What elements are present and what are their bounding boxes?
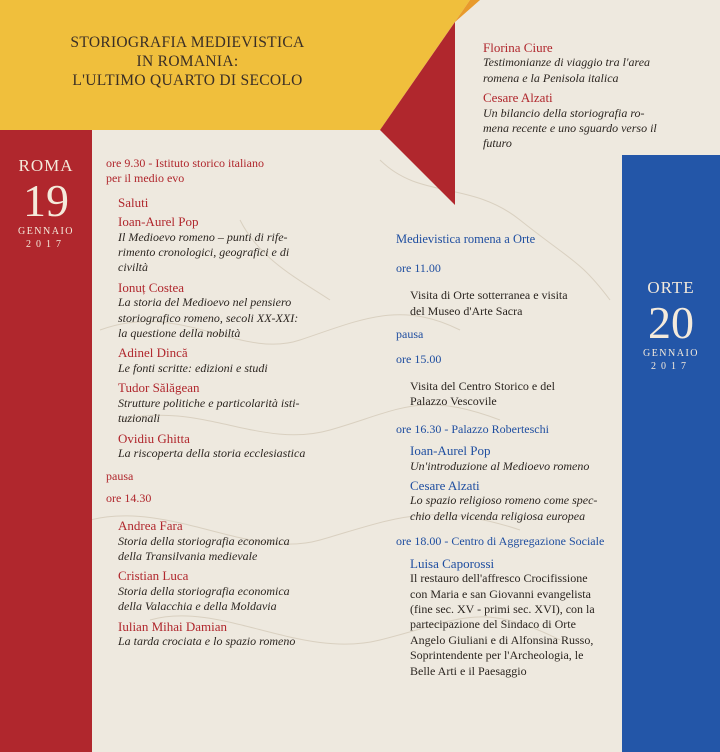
final-text-line: con Maria e san Giovanni evangelista: [410, 586, 591, 601]
day2-section-title: Medievistica romena a Orte: [396, 232, 536, 246]
day1-year: 2017: [26, 239, 66, 250]
time-1630: ore 16.30 - Palazzo Roberteschi: [396, 421, 549, 436]
talk-title: Storia della storiografia economica: [118, 533, 290, 548]
day2-date: [622, 278, 720, 372]
speaker-name: Adinel Dincă: [118, 345, 188, 361]
visit-line: Visita di Orte sotterranea e visita: [410, 288, 568, 303]
talk-title: futuro: [483, 136, 512, 151]
talk-title: Un bilancio della storiografia ro-: [483, 105, 645, 120]
visit-2: [396, 379, 616, 410]
day2-day: 20: [648, 297, 694, 348]
day1-day: 19: [23, 175, 69, 226]
final-text-line: partecipazione del Sindaco di Orte: [410, 617, 576, 632]
talk-title: civiltà: [118, 260, 148, 275]
talk-title: la questione della nobiltà: [118, 326, 241, 341]
day1-month: GENNAIO: [17, 226, 75, 237]
time-1800: ore 18.00 - Centro di Aggregazione Sociale: [396, 534, 605, 549]
speaker-name: Cristian Luca: [118, 568, 189, 584]
visit-line: Visita del Centro Storico e del: [410, 379, 555, 394]
talk-title: Storia della storiografia economica: [118, 583, 290, 598]
speaker-name: Ovidiu Ghitta: [118, 430, 190, 446]
day2-program: [396, 261, 616, 679]
day1-date: [0, 156, 92, 250]
talk-title: romena e la Penisola italica: [483, 70, 619, 85]
final-text-line: Soprintendente per l'Archeologia, le: [410, 648, 584, 663]
final-text-line: Il restauro dell'affresco Crocifissione: [410, 571, 588, 586]
talk-title: Lo spazio religioso romeno come spec-: [410, 493, 598, 508]
time-1100: ore 11.00: [396, 261, 441, 275]
talk-title: Strutture politiche e particolarità isti-: [118, 395, 300, 410]
talk-title: La riscoperta della storia ecclesiastica: [118, 445, 306, 460]
day2-color-bar: [622, 155, 720, 752]
talk-title: La storia del Medioevo nel pensiero: [118, 295, 292, 310]
visit-1: [396, 288, 616, 319]
talk-title: Il Medioevo romeno – punti di rife-: [118, 229, 288, 244]
speaker-name: Tudor Sălăgean: [118, 380, 200, 396]
visit-line: Palazzo Vescovile: [410, 394, 497, 409]
day2-month: GENNAIO: [642, 348, 700, 359]
opening-venue: per il medio evo: [106, 171, 185, 186]
talk-title: storiografico romeno, secoli XX-XXI:: [118, 310, 299, 325]
talk-title: chio della vicenda religiosa europea: [410, 508, 586, 523]
speaker-name: Iulian Mihai Damian: [118, 618, 228, 634]
speaker-name: Cesare Alzati: [410, 478, 480, 494]
talk-title: Testimonianze di viaggio tra l'area: [483, 55, 651, 70]
day2-year: 2017: [651, 361, 691, 372]
time-1500: ore 15.00: [396, 351, 442, 366]
speaker-name: Ioan-Aurel Pop: [410, 443, 491, 459]
day2-city: ORTE: [647, 278, 695, 297]
visit-line: del Museo d'Arte Sacra: [410, 303, 523, 318]
top-right-talks: [483, 40, 693, 152]
speaker-name: Ionuț Costea: [118, 279, 185, 295]
day1-program: [106, 156, 336, 649]
final-text-line: (fine sec. XV - primi sec. XVI), con la: [410, 601, 595, 616]
speaker-name: Cesare Alzati: [483, 90, 553, 106]
afternoon-time: ore 14.30: [106, 490, 152, 505]
pausa-label: pausa: [106, 469, 134, 484]
talk-title: della Valacchia e della Moldavia: [118, 599, 277, 614]
pausa-label-day2: pausa: [396, 327, 424, 342]
talk-title: Un'introduzione al Medioevo romeno: [410, 458, 590, 473]
talk-title: La tarda crociata e lo spazio romeno: [118, 633, 296, 648]
speaker-name: Ioan-Aurel Pop: [118, 214, 199, 230]
talk-title: rimento cronologici, geografici e di: [118, 245, 290, 260]
speaker-name: Andrea Fara: [118, 518, 183, 534]
title-line: STORIOGRAFIA MEDIEVISTICA: [70, 34, 305, 51]
talk-title: tuzionali: [118, 411, 161, 426]
speaker-name: Luisa Caporossi: [410, 555, 495, 571]
talk-title: mena recente e uno sguardo verso il: [483, 121, 657, 136]
final-text-line: Belle Arti e il Paesaggio: [410, 663, 527, 678]
title-line: IN ROMANIA:: [136, 53, 239, 70]
day1-city: ROMA: [18, 156, 74, 175]
talk-title: Le fonti scritte: edizioni e studi: [118, 360, 268, 375]
talk-title: della Transilvania medievale: [118, 548, 258, 563]
title-line: L'ULTIMO QUARTO DI SECOLO: [72, 72, 303, 89]
speaker-name: Florina Ciure: [483, 40, 553, 55]
page-title: [55, 33, 320, 90]
saluti-label: Saluti: [118, 194, 149, 210]
final-text-line: Angelo Giuliani e di Alfonsina Russo,: [410, 632, 594, 647]
opening-time: ore 9.30 - Istituto storico italiano: [106, 156, 264, 170]
